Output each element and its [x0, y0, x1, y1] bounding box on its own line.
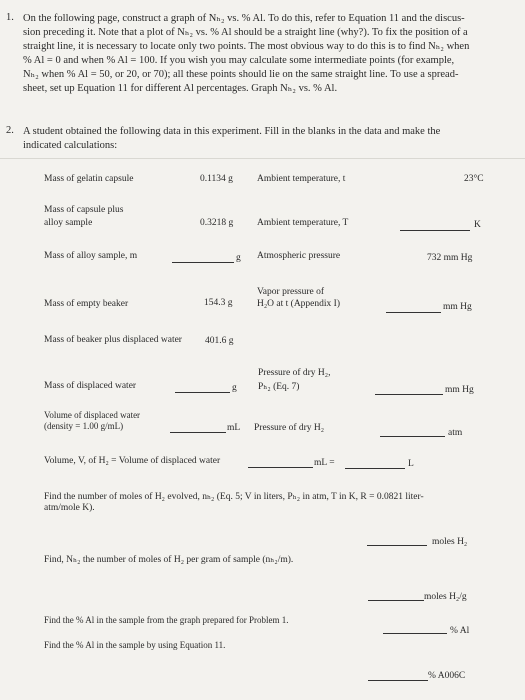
graph-al-blank[interactable] — [383, 633, 447, 634]
volume-displaced-blank[interactable] — [170, 432, 226, 433]
atmospheric-pressure-value: 732 mm Hg — [427, 253, 473, 263]
problem-1-line: sion preceding it. Note that a plot of Nₕ₂ vs. % Al should be a straight line (why?). To fix the position of a — [23, 27, 468, 38]
problem-2-text — [23, 125, 519, 153]
alloy-sample-blank[interactable] — [172, 262, 234, 263]
moles-h2-blank[interactable] — [367, 545, 427, 546]
equation-al-question: Find the % Al in the sample by using Equation 11. — [44, 640, 226, 650]
beaker-plus-water-value: 401.6 g — [205, 336, 234, 346]
dry-h2-pressure-label-2: Pₕ₂ (Eq. 7) — [258, 382, 300, 392]
equation-al-unit: % A006C — [428, 671, 466, 681]
nh2-unit: moles H₂/g — [424, 592, 467, 602]
ambient-temperature-T-unit: K — [474, 220, 481, 230]
capsule-plus-alloy-label-1: Mass of capsule plus — [44, 205, 124, 215]
dry-h2-atm-blank[interactable] — [380, 436, 445, 437]
vapor-pressure-label-1: Vapor pressure of — [257, 287, 325, 297]
equation-al-blank[interactable] — [368, 680, 428, 681]
problem-2-number: 2. — [6, 125, 14, 136]
displaced-water-mass-label: Mass of displaced water — [44, 381, 137, 391]
dry-h2-atm-label: Pressure of dry H₂ — [254, 423, 325, 433]
alloy-sample-unit: g — [236, 253, 241, 263]
volume-displaced-label-2: (density = 1.00 g/mL) — [44, 421, 124, 431]
capsule-plus-alloy-value: 0.3218 g — [200, 218, 234, 228]
volume-h2-ml-blank[interactable] — [248, 467, 313, 468]
volume-h2-l-unit: L — [408, 459, 414, 469]
problem-1-text — [23, 12, 519, 96]
problem-1-line: % Al = 0 and when % Al = 100. If you wish you may calculate some intermediate points (for example, — [23, 55, 455, 66]
empty-beaker-value: 154.3 g — [204, 298, 233, 308]
graph-al-question: Find the % Al in the sample from the graph prepared for Problem 1. — [44, 615, 289, 625]
problem-1-line: straight line, it is necessary to locate only two points. The most obvious way to do this is to find Nₕ₂ when — [23, 41, 470, 52]
dry-h2-atm-unit: atm — [448, 428, 463, 438]
dry-h2-pressure-label-1: Pressure of dry H₂, — [258, 368, 331, 378]
problem-2-line: indicated calculations: — [23, 140, 118, 151]
moles-h2-question-line-1: Find the number of moles of H₂ evolved, nₕ₂ (Eq. 5; V in liters, Pₕ₂ in atm, T in K, R = 0.0821 liter- — [44, 492, 424, 502]
vapor-pressure-blank[interactable] — [386, 312, 441, 313]
displaced-water-mass-blank[interactable] — [175, 392, 230, 393]
ambient-temperature-T-label: Ambient temperature, T — [257, 218, 349, 228]
alloy-sample-label: Mass of alloy sample, m — [44, 251, 138, 261]
capsule-plus-alloy-label-2: alloy sample — [44, 218, 93, 228]
moles-h2-unit: moles H₂ — [432, 537, 468, 547]
displaced-water-mass-unit: g — [232, 383, 237, 393]
ambient-temperature-t-label: Ambient temperature, t — [257, 174, 346, 184]
gelatin-capsule-value: 0.1134 g — [200, 174, 233, 184]
nh2-question: Find, Nₕ₂ the number of moles of H₂ per gram of sample (nₕ₂/m). — [44, 555, 294, 565]
ambient-temperature-t-value: 23°C — [464, 174, 484, 184]
volume-displaced-unit: mL — [227, 423, 241, 433]
moles-h2-question-line-2: atm/mole K). — [44, 503, 95, 513]
atmospheric-pressure-label: Atmospheric pressure — [257, 251, 341, 261]
problem-1-line: On the following page, construct a graph of Nₕ₂ vs. % Al. To do this, refer to Equation 11 and the discus- — [23, 13, 465, 24]
problem-2-line: A student obtained the following data in this experiment. Fill in the blanks in the data and make the — [23, 126, 441, 137]
dry-h2-pressure-unit: mm Hg — [445, 385, 474, 395]
empty-beaker-label: Mass of empty beaker — [44, 299, 129, 309]
vapor-pressure-label-2: H₂O at t (Appendix I) — [257, 299, 340, 309]
volume-displaced-label-1: Volume of displaced water — [44, 410, 141, 420]
gelatin-capsule-label: Mass of gelatin capsule — [44, 174, 134, 184]
volume-h2-label: Volume, V, of H₂ = Volume of displaced water — [44, 456, 221, 466]
nh2-blank[interactable] — [368, 600, 424, 601]
section-divider — [0, 158, 525, 159]
graph-al-unit: % Al — [450, 626, 470, 636]
dry-h2-pressure-blank[interactable] — [375, 394, 443, 395]
problem-1-line: Nₕ₂ when % Al = 50, or 20, or 70); all these points should lie on the same straight line. To use a spread- — [23, 69, 459, 80]
problem-1-line: sheet, set up Equation 11 for different Al percentages. Graph Nₕ₂ vs. % Al. — [23, 83, 338, 94]
ambient-temperature-T-blank[interactable] — [400, 230, 470, 231]
volume-h2-l-blank[interactable] — [345, 468, 405, 469]
problem-1-number: 1. — [6, 12, 14, 23]
volume-h2-ml-unit: mL = — [314, 458, 335, 468]
vapor-pressure-unit: mm Hg — [443, 302, 472, 312]
beaker-plus-water-label: Mass of beaker plus displaced water — [44, 335, 182, 345]
